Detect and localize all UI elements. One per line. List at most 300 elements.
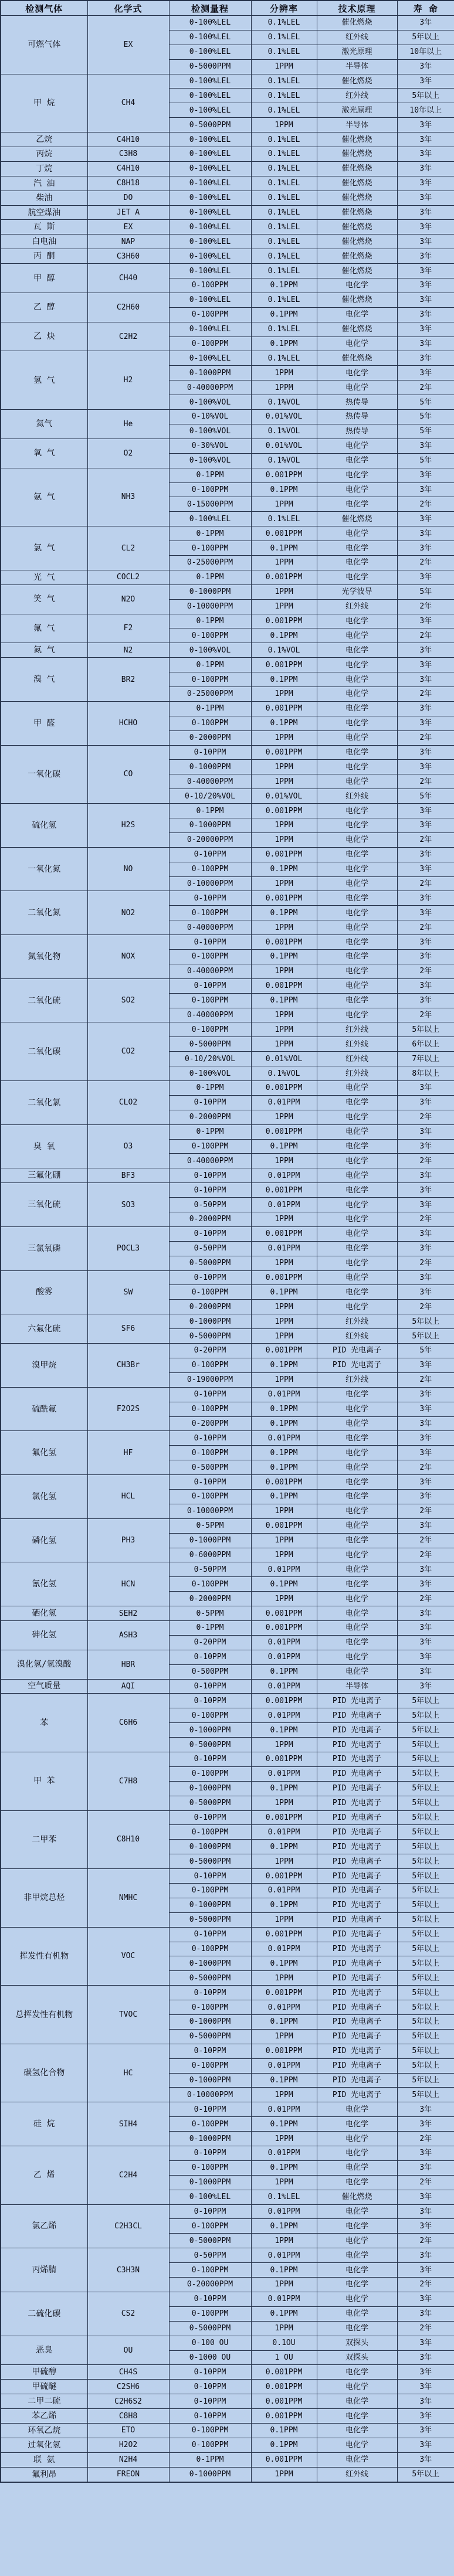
range-cell: 0-100%LEL [169, 351, 251, 366]
life-cell: 5年以上 [397, 1898, 454, 1912]
table-row [1, 2204, 454, 2219]
gas-name-cell: 甲 醛 [1, 701, 87, 745]
principle-cell: 催化燃烧 [317, 293, 397, 307]
range-cell: 0-100PPM [169, 862, 251, 876]
principle-cell: 催化燃烧 [317, 351, 397, 366]
principle-cell: 电化学 [317, 2160, 397, 2175]
resolution-cell: 0.01PPM [251, 2000, 317, 2015]
life-cell: 3年 [397, 176, 454, 191]
principle-cell: PID 光电离子 [317, 2058, 397, 2073]
life-cell: 5年 [397, 584, 454, 599]
principle-cell: 电化学 [317, 453, 397, 468]
range-cell: 0-5000PPM [169, 1912, 251, 1927]
gas-name-cell: 氯乙烯 [1, 2204, 87, 2248]
resolution-cell: 0.01%VOL [251, 789, 317, 804]
principle-cell: PID 光电离子 [317, 1358, 397, 1372]
resolution-cell: 0.1PPM [251, 1489, 317, 1504]
principle-cell: PID 光电离子 [317, 1927, 397, 1942]
principle-cell: 电化学 [317, 2132, 397, 2146]
resolution-cell: 0.1PPM [251, 2219, 317, 2234]
principle-cell: 电化学 [317, 1650, 397, 1664]
range-cell: 0-1000PPM [169, 1956, 251, 1971]
formula-cell: COCL2 [87, 570, 169, 584]
range-cell: 0-100%VOL [169, 1066, 251, 1081]
range-cell: 0-10PPM [169, 2102, 251, 2117]
resolution-cell: 0.01PPM [251, 2204, 317, 2219]
range-cell: 0-1PPM [169, 1620, 251, 1635]
gas-name-cell: 苯乙烯 [1, 2409, 87, 2424]
range-cell: 0-100PPM [169, 1402, 251, 1416]
life-cell: 3年 [397, 1095, 454, 1110]
principle-cell: 光学波导 [317, 584, 397, 599]
principle-cell: 红外线 [317, 89, 397, 103]
life-cell: 2年 [397, 1504, 454, 1518]
table-row [1, 1344, 454, 1358]
range-cell: 0-100PPM [169, 2438, 251, 2452]
resolution-cell: 0.1PPM [251, 716, 317, 730]
range-cell: 0-100PPM [169, 278, 251, 293]
resolution-cell: 0.1PPM [251, 2423, 317, 2438]
principle-cell: 电化学 [317, 2423, 397, 2438]
life-cell: 3年 [397, 2438, 454, 2452]
life-cell: 3年 [397, 2306, 454, 2321]
range-cell: 0-100PPM [169, 1766, 251, 1781]
life-cell: 2年 [397, 832, 454, 847]
life-cell: 2年 [397, 687, 454, 701]
resolution-cell: 0.1PPM [251, 1446, 317, 1460]
principle-cell: 红外线 [317, 1372, 397, 1387]
resolution-cell: 1PPM [251, 497, 317, 512]
gas-name-cell: 可燃气体 [1, 16, 87, 74]
life-cell: 3年 [397, 1475, 454, 1490]
resolution-cell: 0.001PPM [251, 701, 317, 716]
life-cell: 3年 [397, 745, 454, 760]
formula-cell: N2O [87, 584, 169, 614]
resolution-cell: 0.001PPM [251, 2044, 317, 2058]
range-cell: 0-100PPM [169, 1942, 251, 1956]
table-row [1, 1927, 454, 1942]
gas-name-cell: 丁烷 [1, 161, 87, 176]
resolution-cell: 0.01PPM [251, 1562, 317, 1577]
principle-cell: 电化学 [317, 2321, 397, 2336]
life-cell: 3年 [397, 2117, 454, 2132]
principle-cell: 电化学 [317, 1256, 397, 1270]
principle-cell: 电化学 [317, 307, 397, 322]
gas-name-cell: 氮 气 [1, 643, 87, 658]
principle-cell: 电化学 [317, 2292, 397, 2306]
principle-cell: 电化学 [317, 862, 397, 876]
formula-cell: SO2 [87, 978, 169, 1022]
principle-cell: 电化学 [317, 1212, 397, 1227]
principle-cell: PID 光电离子 [317, 2044, 397, 2058]
resolution-cell: 0.1%LEL [251, 512, 317, 526]
life-cell: 3年 [397, 716, 454, 730]
principle-cell: 电化学 [317, 920, 397, 935]
life-cell: 3年 [397, 1518, 454, 1533]
gas-name-cell: 乙 炔 [1, 322, 87, 351]
resolution-cell: 0.1PPM [251, 541, 317, 556]
resolution-cell: 0.001PPM [251, 1606, 317, 1621]
gas-name-cell: 甲硫醚 [1, 2380, 87, 2394]
life-cell: 3年 [397, 2394, 454, 2409]
range-cell: 0-10PPM [169, 2292, 251, 2306]
table-row [1, 322, 454, 337]
life-cell: 3年 [397, 643, 454, 658]
table-row [1, 1226, 454, 1241]
life-cell: 3年 [397, 1241, 454, 1256]
life-cell: 2年 [397, 876, 454, 891]
table-row [1, 2044, 454, 2058]
formula-cell: CH3Br [87, 1344, 169, 1388]
resolution-cell: 0.001PPM [251, 1226, 317, 1241]
formula-cell: NAP [87, 235, 169, 249]
range-cell: 0-1PPM [169, 526, 251, 541]
table-row [1, 468, 454, 482]
range-cell: 0-1000PPM [169, 1898, 251, 1912]
formula-cell: C7H8 [87, 1752, 169, 1810]
table-row [1, 935, 454, 950]
resolution-cell: 1PPM [251, 555, 317, 570]
formula-cell: OU [87, 2336, 169, 2365]
principle-cell: PID 光电离子 [317, 2029, 397, 2044]
resolution-cell: 0.01PPM [251, 1708, 317, 1723]
table-row [1, 2394, 454, 2409]
life-cell: 10年以上 [397, 45, 454, 59]
principle-cell: 红外线 [317, 1037, 397, 1052]
resolution-cell: 0.1PPM [251, 950, 317, 964]
range-cell: 0-5PPM [169, 1606, 251, 1621]
column-header-3: 分辨率 [251, 1, 317, 16]
life-cell: 3年 [397, 570, 454, 584]
table-row [1, 220, 454, 235]
life-cell: 2年 [397, 599, 454, 614]
life-cell: 5年以上 [397, 1869, 454, 1884]
resolution-cell: 0.1%LEL [251, 30, 317, 45]
life-cell: 3年 [397, 1387, 454, 1402]
resolution-cell: 0.1PPM [251, 2117, 317, 2132]
resolution-cell: 0.01PPM [251, 1825, 317, 1840]
column-header-4: 技术原理 [317, 1, 397, 16]
range-cell: 0-100%LEL [169, 176, 251, 191]
range-cell: 0-100PPM [169, 1577, 251, 1592]
resolution-cell: 1PPM [251, 2278, 317, 2292]
table-row [1, 1606, 454, 1621]
resolution-cell: 1PPM [251, 1971, 317, 1986]
resolution-cell: 0.001PPM [251, 978, 317, 993]
principle-cell: 电化学 [317, 2234, 397, 2248]
principle-cell: 电化学 [317, 1635, 397, 1650]
resolution-cell: 0.001PPM [251, 1344, 317, 1358]
formula-cell: C2H6S2 [87, 2394, 169, 2409]
resolution-cell: 0.001PPM [251, 614, 317, 628]
principle-cell: 催化燃烧 [317, 322, 397, 337]
principle-cell: 电化学 [317, 1387, 397, 1402]
principle-cell: 电化学 [317, 1168, 397, 1183]
life-cell: 3年 [397, 1358, 454, 1372]
principle-cell: 电化学 [317, 1518, 397, 1533]
life-cell: 5年以上 [397, 2029, 454, 2044]
table-row [1, 410, 454, 424]
range-cell: 0-100%LEL [169, 322, 251, 337]
formula-cell: C4H10 [87, 132, 169, 147]
principle-cell: 电化学 [317, 1475, 397, 1490]
resolution-cell: 1PPM [251, 2088, 317, 2102]
life-cell: 3年 [397, 818, 454, 832]
resolution-cell: 0.1%VOL [251, 424, 317, 439]
range-cell: 0-50PPM [169, 1241, 251, 1256]
range-cell: 0-10PPM [169, 2409, 251, 2424]
gas-name-cell: 丙烯腈 [1, 2248, 87, 2292]
range-cell: 0-5PPM [169, 1518, 251, 1533]
range-cell: 0-100PPM [169, 716, 251, 730]
life-cell: 3年 [397, 2219, 454, 2234]
life-cell: 3年 [397, 1226, 454, 1241]
resolution-cell: 0.1PPM [251, 482, 317, 497]
principle-cell: 电化学 [317, 1285, 397, 1300]
life-cell: 3年 [397, 2365, 454, 2380]
life-cell: 3年 [397, 862, 454, 876]
range-cell: 0-10PPM [169, 1752, 251, 1766]
resolution-cell: 1PPM [251, 687, 317, 701]
principle-cell: 红外线 [317, 2467, 397, 2482]
range-cell: 0-10000PPM [169, 599, 251, 614]
gas-name-cell: 环氧乙烷 [1, 2423, 87, 2438]
table-row [1, 2409, 454, 2424]
table-row [1, 2336, 454, 2350]
range-cell: 0-10PPM [169, 1927, 251, 1942]
gas-name-cell: 航空煤油 [1, 205, 87, 220]
principle-cell: 电化学 [317, 1139, 397, 1154]
principle-cell: 电化学 [317, 1562, 397, 1577]
life-cell: 3年 [397, 1620, 454, 1635]
life-cell: 5年以上 [397, 1766, 454, 1781]
range-cell: 0-100%LEL [169, 191, 251, 205]
formula-cell: He [87, 410, 169, 439]
gas-name-cell: 硅 烷 [1, 2102, 87, 2146]
life-cell: 3年 [397, 2160, 454, 2175]
formula-cell: CH4S [87, 2365, 169, 2380]
resolution-cell: 0.1%LEL [251, 89, 317, 103]
column-header-1: 化学式 [87, 1, 169, 16]
range-cell: 0-1PPM [169, 468, 251, 482]
table-row [1, 2146, 454, 2161]
life-cell: 5年以上 [397, 2467, 454, 2482]
range-cell: 0-200PPM [169, 1416, 251, 1431]
resolution-cell: 1PPM [251, 1372, 317, 1387]
formula-cell: SEH2 [87, 1606, 169, 1621]
resolution-cell: 0.01PPM [251, 1884, 317, 1898]
principle-cell: 电化学 [317, 2263, 397, 2278]
principle-cell: 电化学 [317, 337, 397, 351]
principle-cell: 激光原理 [317, 103, 397, 118]
life-cell: 3年 [397, 1198, 454, 1212]
principle-cell: 电化学 [317, 614, 397, 628]
formula-cell: ASH3 [87, 1620, 169, 1650]
resolution-cell: 0.1%LEL [251, 16, 317, 30]
formula-cell: HCL [87, 1475, 169, 1519]
life-cell: 3年 [397, 993, 454, 1008]
principle-cell: PID 光电离子 [317, 1708, 397, 1723]
principle-cell: 电化学 [317, 2102, 397, 2117]
principle-cell: PID 光电离子 [317, 1781, 397, 1796]
principle-cell: 催化燃烧 [317, 249, 397, 264]
resolution-cell: 0.1%LEL [251, 205, 317, 220]
principle-cell: 电化学 [317, 2146, 397, 2161]
range-cell: 0-19000PPM [169, 1372, 251, 1387]
gas-name-cell: 硫化氢 [1, 804, 87, 848]
resolution-cell: 0.1PPM [251, 1723, 317, 1738]
range-cell: 0-40000PPM [169, 774, 251, 789]
life-cell: 3年 [397, 220, 454, 235]
life-cell: 5年以上 [397, 1314, 454, 1329]
gas-name-cell: 柴油 [1, 191, 87, 205]
gas-name-cell: 挥发性有机物 [1, 1927, 87, 1986]
range-cell: 0-2000PPM [169, 1300, 251, 1314]
life-cell: 5年以上 [397, 1708, 454, 1723]
table-row [1, 804, 454, 818]
range-cell: 0-100PPM [169, 2160, 251, 2175]
life-cell: 3年 [397, 118, 454, 132]
formula-cell: C3H3N [87, 2248, 169, 2292]
life-cell: 5年以上 [397, 2058, 454, 2073]
principle-cell: 电化学 [317, 1095, 397, 1110]
principle-cell: 催化燃烧 [317, 512, 397, 526]
life-cell: 3年 [397, 74, 454, 89]
life-cell: 5年以上 [397, 2044, 454, 2058]
principle-cell: 电化学 [317, 380, 397, 395]
life-cell: 5年以上 [397, 1738, 454, 1752]
table-row [1, 74, 454, 89]
life-cell: 2年 [397, 2234, 454, 2248]
range-cell: 0-100PPM [169, 1708, 251, 1723]
formula-cell: POCL3 [87, 1226, 169, 1270]
formula-cell: FREON [87, 2467, 169, 2482]
life-cell: 3年 [397, 1606, 454, 1621]
life-cell: 3年 [397, 16, 454, 30]
life-cell: 3年 [397, 2190, 454, 2204]
range-cell: 0-10PPM [169, 2204, 251, 2219]
range-cell: 0-100%LEL [169, 205, 251, 220]
range-cell: 0-100%LEL [169, 220, 251, 235]
principle-cell: 红外线 [317, 599, 397, 614]
life-cell: 3年 [397, 2336, 454, 2350]
principle-cell: 电化学 [317, 687, 397, 701]
principle-cell: 催化燃烧 [317, 132, 397, 147]
range-cell: 0-10PPM [169, 2365, 251, 2380]
range-cell: 0-500PPM [169, 1664, 251, 1679]
resolution-cell: 0.1PPM [251, 1358, 317, 1372]
resolution-cell: 0.1PPM [251, 1285, 317, 1300]
range-cell: 0-1000 OU [169, 2350, 251, 2365]
range-cell: 0-10PPM [169, 1650, 251, 1664]
range-cell: 0-100%LEL [169, 74, 251, 89]
resolution-cell: 0.1PPM [251, 1664, 317, 1679]
formula-cell: SIH4 [87, 2102, 169, 2146]
life-cell: 2年 [397, 1300, 454, 1314]
principle-cell: 催化燃烧 [317, 205, 397, 220]
table-row [1, 1314, 454, 1329]
table-row [1, 1869, 454, 1884]
table-row [1, 570, 454, 584]
resolution-cell: 0.01PPM [251, 2058, 317, 2073]
range-cell: 0-100PPM [169, 628, 251, 643]
gas-name-cell: 溴化氢/氢溴酸 [1, 1650, 87, 1679]
resolution-cell: 0.01PPM [251, 1650, 317, 1664]
life-cell: 5年以上 [397, 1781, 454, 1796]
table-row [1, 1810, 454, 1825]
resolution-cell: 0.1%LEL [251, 322, 317, 337]
table-row [1, 847, 454, 862]
life-cell: 3年 [397, 1489, 454, 1504]
range-cell: 0-10%VOL [169, 410, 251, 424]
life-cell: 2年 [397, 1008, 454, 1022]
resolution-cell: 0.1%VOL [251, 643, 317, 658]
range-cell: 0-10PPM [169, 1475, 251, 1490]
resolution-cell: 0.001PPM [251, 847, 317, 862]
range-cell: 0-100PPM [169, 2058, 251, 2073]
principle-cell: 电化学 [317, 2452, 397, 2467]
principle-cell: 电化学 [317, 672, 397, 687]
principle-cell: 电化学 [317, 1183, 397, 1198]
formula-cell: HBR [87, 1650, 169, 1679]
table-row [1, 2423, 454, 2438]
resolution-cell: 1PPM [251, 118, 317, 132]
life-cell: 3年 [397, 337, 454, 351]
principle-cell: 电化学 [317, 935, 397, 950]
gas-name-cell: 三氯氧磷 [1, 1226, 87, 1270]
gas-name-cell: 过氧化氢 [1, 2438, 87, 2452]
principle-cell: 电化学 [317, 2117, 397, 2132]
life-cell: 3年 [397, 1679, 454, 1694]
table-row [1, 1986, 454, 2000]
principle-cell: 红外线 [317, 789, 397, 804]
range-cell: 0-1000PPM [169, 1781, 251, 1796]
resolution-cell: 0.1%LEL [251, 235, 317, 249]
table-row [1, 701, 454, 716]
formula-cell: C2H4 [87, 2146, 169, 2205]
gas-name-cell: 笑 气 [1, 584, 87, 614]
range-cell: 0-100%LEL [169, 235, 251, 249]
range-cell: 0-100PPM [169, 1489, 251, 1504]
resolution-cell: 0.01%VOL [251, 410, 317, 424]
life-cell: 5年 [397, 453, 454, 468]
resolution-cell: 0.1OU [251, 2336, 317, 2350]
principle-cell: PID 光电离子 [317, 2073, 397, 2088]
principle-cell: 电化学 [317, 1460, 397, 1475]
principle-cell: 电化学 [317, 497, 397, 512]
table-row [1, 249, 454, 264]
gas-name-cell: 丙烷 [1, 147, 87, 162]
range-cell: 0-100PPM [169, 2117, 251, 2132]
resolution-cell: 0.001PPM [251, 891, 317, 906]
range-cell: 0-10PPM [169, 1986, 251, 2000]
resolution-cell: 0.001PPM [251, 745, 317, 760]
principle-cell: 电化学 [317, 570, 397, 584]
life-cell: 5年以上 [397, 2015, 454, 2030]
principle-cell: PID 光电离子 [317, 1898, 397, 1912]
column-header-0: 检测气体 [1, 1, 87, 16]
range-cell: 0-30%VOL [169, 439, 251, 453]
gas-name-cell: 碳氢化合物 [1, 2044, 87, 2102]
life-cell: 3年 [397, 482, 454, 497]
gas-name-cell: 二氧化氯 [1, 1081, 87, 1125]
principle-cell: 热传导 [317, 424, 397, 439]
gas-name-cell: 丙 酮 [1, 249, 87, 264]
principle-cell: 电化学 [317, 1270, 397, 1285]
principle-cell: 催化燃烧 [317, 161, 397, 176]
life-cell: 2年 [397, 920, 454, 935]
range-cell: 0-10000PPM [169, 2088, 251, 2102]
